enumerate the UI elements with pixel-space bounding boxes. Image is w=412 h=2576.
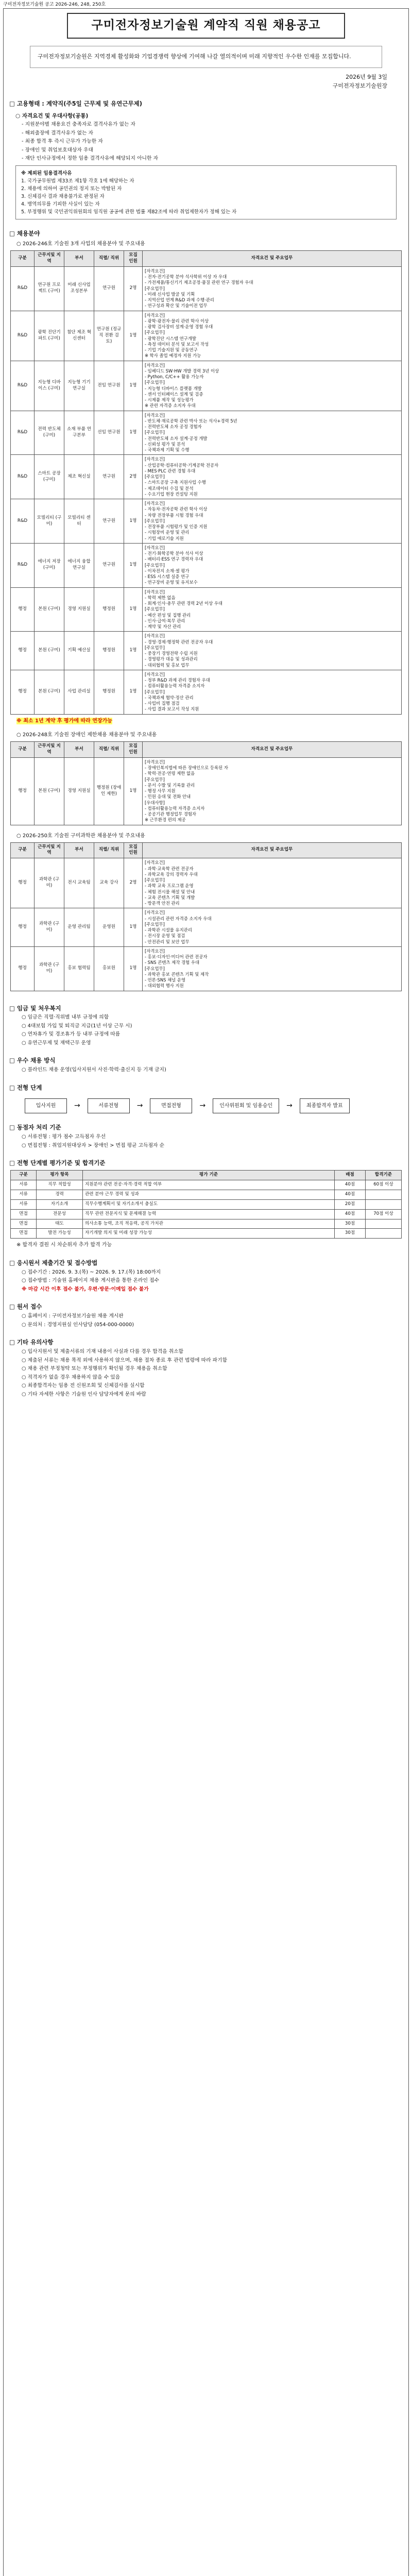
- cell-dept: 에너지 융합 연구실: [64, 543, 94, 587]
- arrow-right-icon: →: [136, 1101, 143, 1110]
- list-item: ○ 연차휴가 및 경조휴가 등 내부 규정에 따름: [22, 1031, 121, 1038]
- column-header: 자격요건 및 주요업무: [143, 742, 402, 758]
- table-row: [11, 1219, 402, 1229]
- cell-pos: 연구원 (정규직 전환 검토): [94, 311, 124, 361]
- column-header: 구분: [11, 1171, 37, 1180]
- arrow-right-icon: →: [286, 1101, 293, 1110]
- column-header: 직렬/ 직위: [94, 842, 124, 858]
- list-item: ○ 유연근무제 및 재택근무 운영: [22, 1040, 91, 1046]
- cell-dept: 경영 지원실: [64, 587, 94, 632]
- cell-pos: 전임 연구원: [94, 361, 124, 411]
- organization-name: 구미전자정보기술원장: [332, 82, 387, 89]
- cell-item: 자기소개: [37, 1199, 83, 1209]
- cell-desc: [자격요건] - 광학·광전자·물리 관련 학사 이상 - 광학 검사장비 설계·운영 경험 우대 [주요업무] - 광학진단 시스템 연구개발 - 측정 데이터 분석 및 보고서 작성 - 기업 기술지원 및 공동연구 ※ 학사 졸업 예정자 지원 가능: [143, 311, 402, 361]
- cell-pos: 연구원: [94, 499, 124, 544]
- column-header: 자격요건 및 주요업무: [143, 842, 402, 858]
- cell-desc: [자격요건] - 반도체·재료공학 관련 박사 또는 석사+경력 5년 - 전력반도체 소자 공정 경험자 [주요업무] - 전력반도체 소자 설계·공정 개발 - 신뢰성 평가 및 분석 - 국책과제 기획 및 수행: [143, 411, 402, 455]
- column-header: 배점: [335, 1171, 366, 1180]
- recruitment-table-1: [10, 250, 402, 714]
- table1-caption: ○ 2026-246호 기술원 3개 사업의 채용분야 및 주요내용: [16, 241, 145, 247]
- disqualification-title: ※ 제외된 임용결격사유: [21, 170, 72, 176]
- contact-info: ○ 문의처 : 경영지원실 인사담당 (054-000-0000): [22, 1321, 134, 1328]
- cell-loc: 과학관 (구미): [35, 946, 64, 991]
- cell-cat: 행정: [11, 946, 35, 991]
- homepage-link[interactable]: ○ 홈페이지 : 구미전자정보기술원 채용 게시판: [22, 1313, 124, 1319]
- list-item: - 최종 합격 후 즉시 근무가 가능한 자: [22, 139, 103, 145]
- list-item: 3. 신체검사 결과 채용불가로 판정된 자: [21, 194, 105, 200]
- cell-loc: 에너지 저장 (구미): [35, 543, 64, 587]
- cell-cnt: 1명: [124, 587, 143, 632]
- announcement-date: 2026년 9월 3일: [346, 73, 387, 80]
- table-row: [11, 266, 402, 311]
- cell-score: 40점: [335, 1209, 366, 1219]
- list-item: ○ 기타 자세한 사항은 기술원 인사 담당자에게 문의 바람: [22, 1391, 146, 1397]
- cell-cnt: 1명: [124, 946, 143, 991]
- cell-pos: 운영원: [94, 908, 124, 947]
- table-row: [11, 1180, 402, 1190]
- cell-loc: 광학 진단기 파트 (구미): [35, 311, 64, 361]
- cell-cat: R&D: [11, 411, 35, 455]
- requirements-heading: ○ 자격요건 및 우대사항(공통): [15, 112, 89, 119]
- column-header: 부서: [64, 742, 94, 758]
- process-steps: [25, 1098, 403, 1114]
- cell-criteria: 의사소통 능력, 조직 적응력, 공직 가치관: [83, 1219, 335, 1229]
- cell-score: 30점: [335, 1219, 366, 1229]
- cell-stage: 면접: [11, 1229, 37, 1239]
- table-row: [11, 858, 402, 908]
- cell-loc: 본원 (구미): [35, 587, 64, 632]
- cell-cnt: 2명: [124, 858, 143, 908]
- table-row: [11, 1199, 402, 1209]
- cell-dept: 미래 신사업 조성본부: [64, 266, 94, 311]
- cell-desc: [자격요건] - 정부 R&D 과제 관리 경험자 우대 - 컴퓨터활용능력 자격증 소지자 [주요업무] - 국책과제 협약·정산 관리 - 사업비 집행 점검 - 사업 결과 보고서 작성 지원: [143, 670, 402, 714]
- recruitment-table-3: [10, 842, 402, 991]
- step-final: 최종합격자 발표: [300, 1098, 350, 1114]
- cell-dept: 전시 교육팀: [64, 858, 94, 908]
- table-row: [11, 670, 402, 714]
- evaluation-table: [10, 1170, 402, 1239]
- cell-cat: R&D: [11, 455, 35, 499]
- table-row: [11, 455, 402, 499]
- cell-pos: 홍보원: [94, 946, 124, 991]
- cell-loc: 전력 반도체 (구미): [35, 411, 64, 455]
- list-item: ○ 적격자가 없을 경우 채용하지 않을 수 있음: [22, 1374, 121, 1380]
- cell-cat: R&D: [11, 499, 35, 544]
- cell-desc: [자격요건] - 전기·화학공학 분야 석사 이상 - 배터리·ESS 연구 경력자 우대 [주요업무] - 이차전지 소재·셀 평가 - ESS 시스템 실증 연구 - 연구장비 운영 및 유지보수: [143, 543, 402, 587]
- cell-cnt: 2명: [124, 266, 143, 311]
- cell-cnt: 1명: [124, 499, 143, 544]
- column-header: 구분: [11, 251, 35, 267]
- application-period-heading: □ 응시원서 제출기간 및 접수방법: [9, 1259, 98, 1267]
- list-item: 1. 국가공무원법 제33조 제1항 각호 1에 해당하는 자: [21, 178, 134, 184]
- column-header: 평가 기준: [83, 1171, 335, 1180]
- cell-dept: 사업 관리실: [64, 670, 94, 714]
- cell-loc: 과학관 (구미): [35, 858, 64, 908]
- cell-dept: 경영 지원실: [64, 757, 94, 825]
- cell-cnt: 1명: [124, 632, 143, 670]
- column-header: 구분: [11, 842, 35, 858]
- cell-desc: [자격요건] - 전자·전기공학 분야 석사학위 이상 자 우대 - 가전제품/통신기기 제조공정·품질 관련 연구 경험자 우대 [주요업무] - 미래 신사업 발굴 및 기획 - 지역산업 연계 R&D 과제 수행·관리 - 연구성과 확산 및 기술이전 업무: [143, 266, 402, 311]
- cell-score: 20점: [335, 1199, 366, 1209]
- cell-item: 직무 적합성: [37, 1180, 83, 1190]
- cell-criteria: 직무수행계획서 및 자기소개서 충실도: [83, 1199, 335, 1209]
- evaluation-heading: □ 전형 단계별 평가기준 및 합격기준: [9, 1159, 106, 1167]
- cell-desc: [자격요건] - 자동차·전자공학 관련 학사 이상 - 차량 전장부품 시험 경험 우대 [주요업무] - 전장부품 시험평가 및 인증 지원 - 시험장비 운영 및 관리 - 기업 애로기술 지원: [143, 499, 402, 544]
- cell-cnt: 1명: [124, 908, 143, 947]
- application-heading: □ 원서 접수: [9, 1303, 42, 1311]
- application-warning: ※ 마감 시간 이후 접수 불가, 우편·방문·이메일 접수 불가: [22, 1286, 149, 1292]
- cell-score: 40점: [335, 1190, 366, 1199]
- cell-cnt: 1명: [124, 670, 143, 714]
- evaluation-note: ※ 합격자 결원 시 차순위자 추가 합격 가능: [16, 1242, 112, 1248]
- cell-stage: 서류: [11, 1190, 37, 1199]
- application-period: ○ 접수기간 : 2026. 9. 3.(목) ~ 2026. 9. 17.(목) 18:00까지: [22, 1269, 161, 1275]
- cell-stage: 면접: [11, 1209, 37, 1219]
- cell-pass: 70점 이상: [366, 1209, 402, 1219]
- cell-item: 태도: [37, 1219, 83, 1229]
- cell-loc: 모빌리티 (구미): [35, 499, 64, 544]
- list-item: ○ 채용 관련 부정청탁 또는 부정행위가 확인될 경우 채용을 취소함: [22, 1366, 167, 1372]
- list-item: ○ 면접전형 : 취업지원대상자 > 장애인 > 면접 평균 고득점자 순: [22, 1142, 165, 1148]
- column-header: 직렬/ 직위: [94, 742, 124, 758]
- cell-pass: 60점 이상: [366, 1180, 402, 1190]
- common-requirements-list: [9, 121, 403, 162]
- intro-text: 구미전자정보기술원은 지역경제 활성화와 기업경쟁력 향상에 기여해 나갈 열의적이며 미래 지향적인 우수한 인재를 모집합니다.: [30, 46, 382, 68]
- column-header: 직렬/ 직위: [94, 251, 124, 267]
- cell-pass: [366, 1219, 402, 1229]
- cell-cat: R&D: [11, 311, 35, 361]
- step-documents: 서류전형: [88, 1098, 130, 1114]
- cell-desc: [자격요건] - 학력 제한 없음 - 회계·인사·총무 관련 경력 2년 이상 우대 [주요업무] - 예산 편성 및 집행 관리 - 인사·급여·복무 관리 - 계약 및 자산 관리: [143, 587, 402, 632]
- cell-cnt: 1명: [124, 311, 143, 361]
- list-item: ○ 입사지원서 및 제출서류의 기재 내용이 사실과 다를 경우 합격을 취소함: [22, 1349, 184, 1355]
- table-row: [11, 499, 402, 544]
- step-apply: 입사지원: [25, 1098, 67, 1114]
- step-committee: 인사위원회 및 임용승인: [213, 1098, 279, 1114]
- cell-pos: 행정원: [94, 670, 124, 714]
- cell-dept: 모빌리티 센터: [64, 499, 94, 544]
- column-header: 모집 인원: [124, 742, 143, 758]
- cell-loc: 과학관 (구미): [35, 908, 64, 947]
- table-row: [11, 411, 402, 455]
- blind-hiring-note: ○ 블라인드 채용 운영(입사지원서 사진·학력·출신지 등 기재 금지): [22, 1067, 166, 1073]
- cell-pos: 연구원: [94, 455, 124, 499]
- cell-cnt: 1명: [124, 757, 143, 825]
- table-row: [11, 361, 402, 411]
- cell-cnt: 1명: [124, 543, 143, 587]
- cell-score: 40점: [335, 1180, 366, 1190]
- cell-stage: 서류: [11, 1199, 37, 1209]
- contract-note: ※ 최소 1년 계약 후 평가에 따라 연장가능: [16, 718, 112, 724]
- cell-loc: 본원 (구미): [35, 757, 64, 825]
- column-header: 평가 항목: [37, 1171, 83, 1180]
- column-header: 모집 인원: [124, 842, 143, 858]
- cell-dept: 지능형 기기 연구실: [64, 361, 94, 411]
- cell-pos: 행정원 (장애인 제한): [94, 757, 124, 825]
- list-item: - 해외출장에 결격사유가 없는 자: [22, 130, 94, 136]
- recruitment-table-2: [10, 741, 402, 825]
- table-row: [11, 1209, 402, 1219]
- cell-cat: 행정: [11, 632, 35, 670]
- list-item: - 재단 인사규정에서 정한 임용 결격사유에 해당되지 아니한 자: [22, 156, 159, 162]
- process-heading: □ 전형 단계: [9, 1083, 42, 1091]
- list-item: 4. 병역의무를 기피한 사실이 있는 자: [21, 201, 100, 208]
- cell-dept: 홍보 협력팀: [64, 946, 94, 991]
- cell-loc: 본원 (구미): [35, 670, 64, 714]
- cell-pos: 연구원: [94, 543, 124, 587]
- cell-pass: [366, 1199, 402, 1209]
- column-header: 근무지및 지역: [35, 842, 64, 858]
- list-item: 5. 부정행위 및 국민권익위원회의 임직원 공공에 관한 법률 제82조에 따라 취업제한자가 정해 있는 자: [21, 209, 237, 215]
- column-header: 부서: [64, 251, 94, 267]
- cell-loc: 연구원 프로젝트 (구미): [35, 266, 64, 311]
- hiring-method-heading: □ 우수 채용 방식: [9, 1057, 56, 1064]
- table-row: [11, 946, 402, 991]
- cell-desc: [자격요건] - 산업공학·컴퓨터공학·기계공학 전공자 - MES·PLC 관련 경험 우대 [주요업무] - 스마트공장 구축 지원사업 수행 - 제조데이터 수집 및 분석 - 수요기업 현장 컨설팅 지원: [143, 455, 402, 499]
- table-row: [11, 1190, 402, 1199]
- cell-item: 경력: [37, 1190, 83, 1199]
- cell-desc: [자격요건] - 과학·교육학 관련 전공자 - 과학교육 강의 경력자 우대 [주요업무] - 과학 교육 프로그램 운영 - 체험 전시물 해설 및 안내 - 교육 콘텐츠 기획 및 개발 - 방문객 안전 관리: [143, 858, 402, 908]
- cell-cat: R&D: [11, 266, 35, 311]
- cell-cat: 행정: [11, 757, 35, 825]
- notes-heading: □ 기타 유의사항: [9, 1338, 54, 1346]
- list-item: - 지원분야별 채용요건 충족자로 결격사유가 없는 자: [22, 122, 135, 128]
- cell-criteria: 자기개발 의지 및 미래 성장 가능성: [83, 1229, 335, 1239]
- table-row: [11, 311, 402, 361]
- salary-heading: □ 임금 및 처우복지: [9, 1004, 61, 1012]
- cell-pos: 행정원: [94, 632, 124, 670]
- cell-dept: 제조 혁신실: [64, 455, 94, 499]
- column-header: 합격기준: [366, 1171, 402, 1180]
- step-interview: 면접전형: [150, 1098, 192, 1114]
- table-row: [11, 587, 402, 632]
- document-page: [3, 8, 409, 2576]
- tiebreak-heading: □ 동점자 처리 기준: [9, 1124, 61, 1131]
- list-item: - 장애인 및 취업보호대상자 우대: [22, 147, 94, 153]
- list-item: ○ 4대보험 가입 및 퇴직금 지급(1년 이상 근무 시): [22, 1023, 132, 1029]
- cell-cat: 행정: [11, 670, 35, 714]
- cell-desc: [자격요건] - 시설관리 관련 자격증 소지자 우대 [주요업무] - 과학관 시설물 유지관리 - 전시장 운영 및 점검 - 안전관리 및 보안 업무: [143, 908, 402, 947]
- cell-criteria: 직무 관련 전문지식 및 문제해결 능력: [83, 1209, 335, 1219]
- table-row: [11, 757, 402, 825]
- cell-cnt: 1명: [124, 411, 143, 455]
- cell-cat: 행정: [11, 858, 35, 908]
- column-header: 구분: [11, 742, 35, 758]
- list-item: ○ 제출된 서류는 채용 목적 외에 사용하지 않으며, 채용 절차 종료 후 관련 법령에 따라 파기함: [22, 1357, 228, 1363]
- cell-pass: [366, 1229, 402, 1239]
- cell-desc: [자격요건] - 홍보·디자인·미디어 관련 전공자 - SNS 콘텐츠 제작 경험 우대 [주요업무] - 과학관 홍보 콘텐츠 기획 및 제작 - 언론·SNS 채널 운영 - 대외협력 행사 지원: [143, 946, 402, 991]
- cell-cnt: 1명: [124, 361, 143, 411]
- page-title: 구미전자정보기술원 계약직 직원 채용공고: [67, 13, 345, 39]
- cell-desc: [자격요건] - 장애인복지법에 따른 장애인으로 등록된 자 - 학력·전공·연령 제한 없음 [주요업무] - 문서 수발 및 기록물 관리 - 행정 사무 지원 - 민원 응대 및 전화 안내 [우대사항] - 컴퓨터활용능력 자격증 소지자 - 공공기관 행정업무 경험자 ※ 근무환경 편의 제공: [143, 757, 402, 825]
- table2-caption: ○ 2026-248호 기술원 장애인 제한채용 채용분야 및 주요내용: [16, 732, 157, 738]
- cell-cnt: 2명: [124, 455, 143, 499]
- disqualification-box: [15, 165, 397, 219]
- list-item: ○ 최종합격자는 임용 전 신원조회 및 신체검사를 실시함: [22, 1383, 145, 1389]
- cell-dept: 기획 예산실: [64, 632, 94, 670]
- table3-caption: ○ 2026-250호 기술원 구미과학관 채용분야 및 주요내용: [16, 833, 145, 839]
- column-header: 자격요건 및 주요업무: [143, 251, 402, 267]
- cell-stage: 면접: [11, 1219, 37, 1229]
- cell-criteria: 관련 분야 근무 경력 및 성과: [83, 1190, 335, 1199]
- list-item: ○ 서류전형 : 평가 점수 고득점자 우선: [22, 1134, 106, 1140]
- cell-item: 발전 가능성: [37, 1229, 83, 1239]
- list-item: ○ 임금은 직렬·직위별 내부 규정에 의함: [22, 1014, 109, 1021]
- cell-pos: 선임 연구원: [94, 411, 124, 455]
- arrow-right-icon: →: [74, 1101, 80, 1110]
- cell-stage: 서류: [11, 1180, 37, 1190]
- cell-pos: 연구원: [94, 266, 124, 311]
- cell-criteria: 지원분야 관련 전공·자격·경력 적합 여부: [83, 1180, 335, 1190]
- cell-loc: 지능형 디바이스 (구미): [35, 361, 64, 411]
- cell-dept: 첨단 제조 혁신센터: [64, 311, 94, 361]
- cell-cat: R&D: [11, 543, 35, 587]
- table-row: [11, 908, 402, 947]
- column-header: 모집 인원: [124, 251, 143, 267]
- cell-item: 전문성: [37, 1209, 83, 1219]
- arrow-right-icon: →: [199, 1101, 206, 1110]
- table-row: [11, 632, 402, 670]
- cell-cat: 행정: [11, 908, 35, 947]
- announcement-number: 구미전자정보기술원 공고 2026-246, 248, 250호: [3, 2, 106, 7]
- recruitment-fields-heading: □ 채용분야: [9, 229, 40, 237]
- column-header: 근무지및 지역: [35, 251, 64, 267]
- cell-dept: 소재 부품 연구본부: [64, 411, 94, 455]
- employment-type-heading: □ 고용형태 : 계약직(주5일 근무제 및 유연근무제): [9, 99, 142, 107]
- application-method: ○ 접수방법 : 기술원 홈페이지 채용 게시판을 통한 온라인 접수: [22, 1278, 160, 1284]
- cell-loc: 스마트 공장 (구미): [35, 455, 64, 499]
- list-item: 2. 채용에 의하여 공민권의 정지 또는 박탈된 자: [21, 186, 122, 192]
- cell-desc: [자격요건] - 임베디드 SW·HW 개발 경력 3년 이상 - Python, C/C++ 활용 가능자 [주요업무] - 지능형 디바이스 플랫폼 개발 - 센서 인터페이스 설계 및 검증 - 시제품 제작 및 성능평가 ※ 관련 자격증 소지자 우대: [143, 361, 402, 411]
- table-row: [11, 1229, 402, 1239]
- cell-pos: 행정원: [94, 587, 124, 632]
- cell-cat: 행정: [11, 587, 35, 632]
- cell-dept: 운영 관리팀: [64, 908, 94, 947]
- cell-score: 30점: [335, 1229, 366, 1239]
- column-header: 근무지및 지역: [35, 742, 64, 758]
- cell-pos: 교육 강사: [94, 858, 124, 908]
- table-row: [11, 543, 402, 587]
- cell-desc: [자격요건] - 경영·경제·행정학 관련 전공자 우대 [주요업무] - 중장기 경영전략 수립 지원 - 경영평가 대응 및 성과관리 - 대외협력 및 홍보 업무: [143, 632, 402, 670]
- column-header: 부서: [64, 842, 94, 858]
- cell-loc: 본원 (구미): [35, 632, 64, 670]
- cell-pass: [366, 1190, 402, 1199]
- cell-cat: R&D: [11, 361, 35, 411]
